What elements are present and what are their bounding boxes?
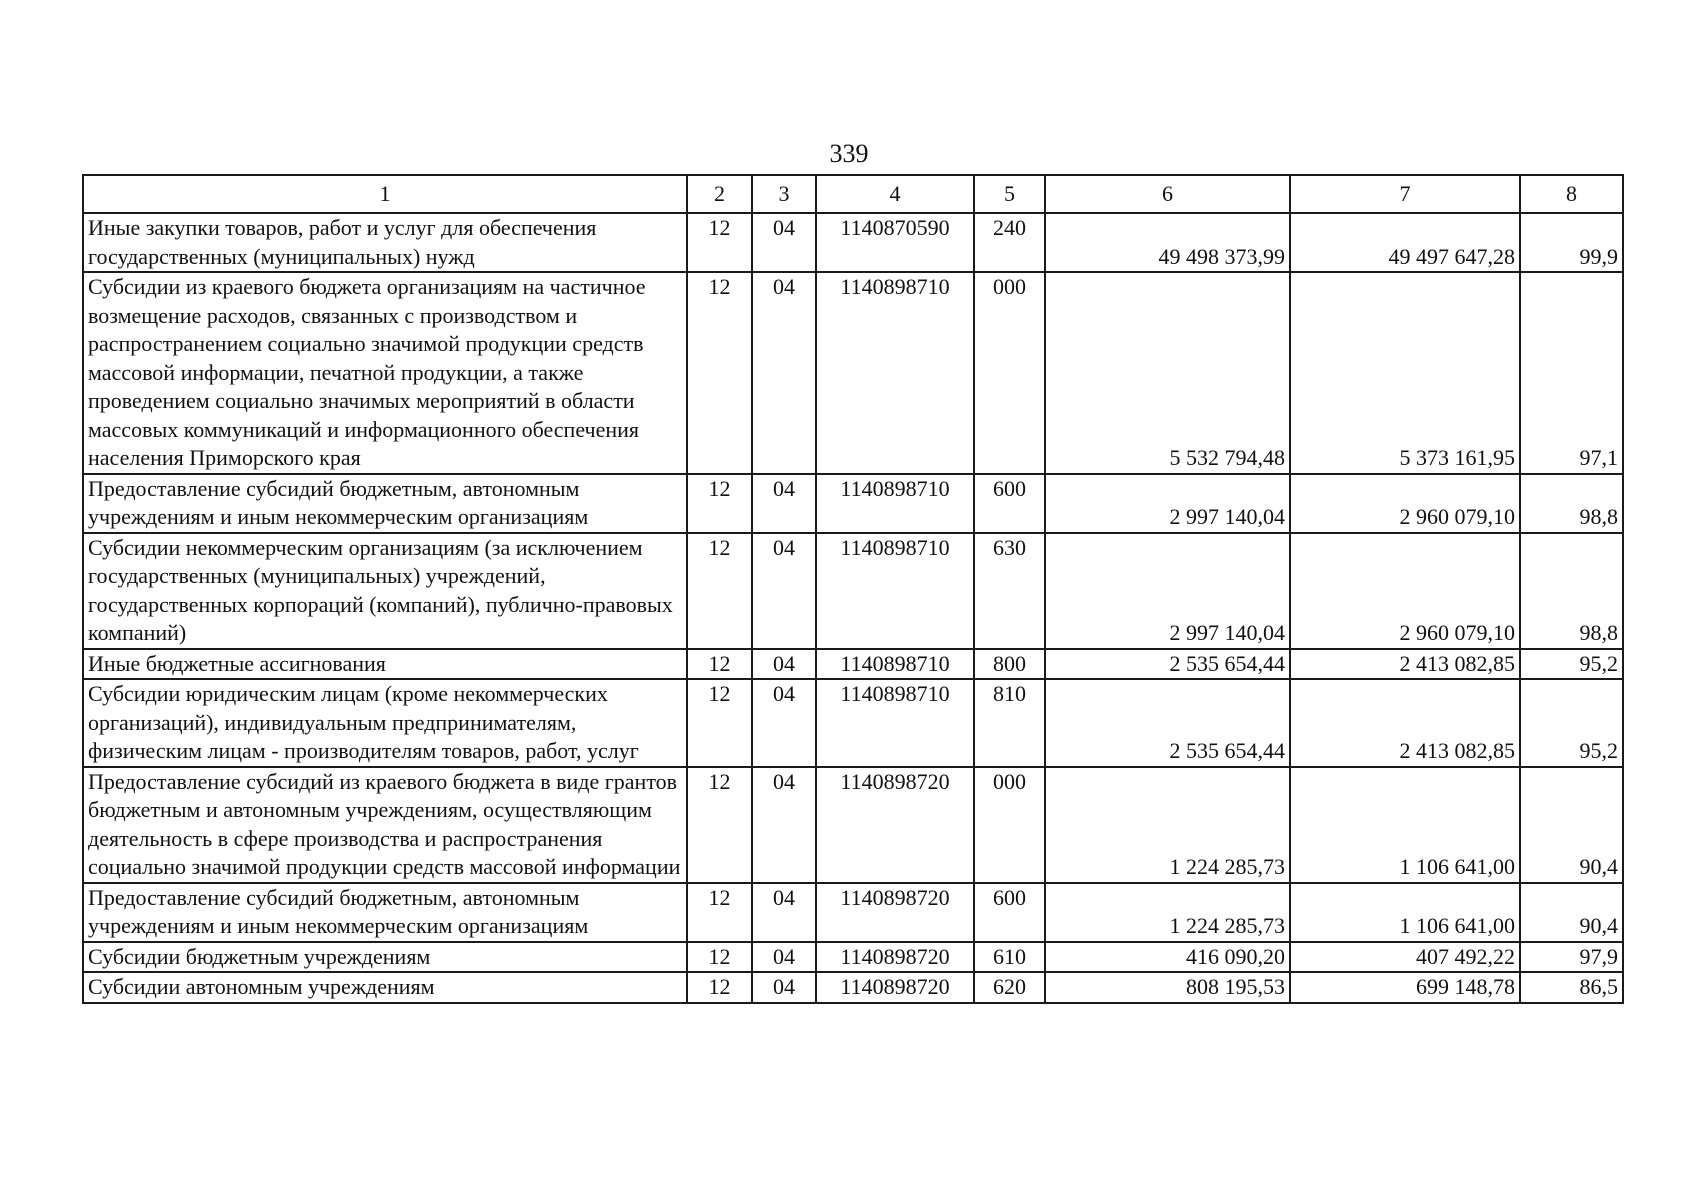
row-section: 12 [687, 533, 752, 649]
header-col-6: 6 [1045, 175, 1290, 213]
row-actual: 407 492,22 [1290, 942, 1520, 973]
row-actual: 5 373 161,95 [1290, 272, 1520, 474]
row-percent: 86,5 [1520, 972, 1623, 1003]
row-target: 1140898710 [816, 474, 974, 533]
header-row [83, 175, 1623, 213]
row-target: 1140898710 [816, 272, 974, 474]
row-name: Субсидии некоммерческим организациям (за исключением государственных (муниципальных) учреждений, государственных корпораций (компаний), публично-правовых компаний) [83, 533, 687, 649]
row-target: 1140898710 [816, 649, 974, 680]
budget-table [82, 174, 1624, 1004]
row-section: 12 [687, 942, 752, 973]
row-target: 1140870590 [816, 213, 974, 272]
table-row [83, 767, 1623, 883]
row-type: 630 [974, 533, 1045, 649]
row-target: 1140898720 [816, 942, 974, 973]
table-row [83, 533, 1623, 649]
header-col-3: 3 [752, 175, 816, 213]
row-percent: 95,2 [1520, 679, 1623, 767]
row-subsection: 04 [752, 942, 816, 973]
row-plan: 49 498 373,99 [1045, 213, 1290, 272]
row-subsection: 04 [752, 649, 816, 680]
row-section: 12 [687, 649, 752, 680]
table-header [83, 175, 1623, 213]
row-actual: 2 960 079,10 [1290, 474, 1520, 533]
row-plan: 808 195,53 [1045, 972, 1290, 1003]
row-percent: 90,4 [1520, 767, 1623, 883]
row-name: Субсидии бюджетным учреждениям [83, 942, 687, 973]
row-target: 1140898710 [816, 533, 974, 649]
row-plan: 5 532 794,48 [1045, 272, 1290, 474]
row-name: Предоставление субсидий бюджетным, автономным учреждениям и иным некоммерческим организациям [83, 883, 687, 942]
row-section: 12 [687, 474, 752, 533]
header-col-8: 8 [1520, 175, 1623, 213]
row-percent: 95,2 [1520, 649, 1623, 680]
row-plan: 2 535 654,44 [1045, 679, 1290, 767]
row-subsection: 04 [752, 883, 816, 942]
row-percent: 98,8 [1520, 474, 1623, 533]
row-percent: 97,9 [1520, 942, 1623, 973]
table-row [83, 213, 1623, 272]
row-percent: 90,4 [1520, 883, 1623, 942]
header-col-7: 7 [1290, 175, 1520, 213]
row-name: Иные закупки товаров, работ и услуг для обеспечения государственных (муниципальных) нужд [83, 213, 687, 272]
table-row [83, 883, 1623, 942]
header-col-5: 5 [974, 175, 1045, 213]
header-col-1: 1 [83, 175, 687, 213]
row-subsection: 04 [752, 679, 816, 767]
row-target: 1140898720 [816, 883, 974, 942]
row-type: 800 [974, 649, 1045, 680]
table-body [83, 213, 1623, 1003]
row-actual: 1 106 641,00 [1290, 767, 1520, 883]
row-actual: 2 960 079,10 [1290, 533, 1520, 649]
row-name: Иные бюджетные ассигнования [83, 649, 687, 680]
row-plan: 416 090,20 [1045, 942, 1290, 973]
row-section: 12 [687, 272, 752, 474]
row-name: Субсидии юридическим лицам (кроме некоммерческих организаций), индивидуальным предпринимателям, физическим лицам - производителям товаров, работ, услуг [83, 679, 687, 767]
row-type: 620 [974, 972, 1045, 1003]
row-actual: 699 148,78 [1290, 972, 1520, 1003]
row-type: 240 [974, 213, 1045, 272]
row-actual: 49 497 647,28 [1290, 213, 1520, 272]
row-section: 12 [687, 883, 752, 942]
row-subsection: 04 [752, 767, 816, 883]
row-subsection: 04 [752, 474, 816, 533]
row-subsection: 04 [752, 213, 816, 272]
row-name: Субсидии автономным учреждениям [83, 972, 687, 1003]
table-row [83, 972, 1623, 1003]
row-type: 000 [974, 767, 1045, 883]
row-section: 12 [687, 767, 752, 883]
row-name: Предоставление субсидий бюджетным, автономным учреждениям и иным некоммерческим организациям [83, 474, 687, 533]
table-row [83, 272, 1623, 474]
row-section: 12 [687, 972, 752, 1003]
row-plan: 1 224 285,73 [1045, 883, 1290, 942]
row-percent: 98,8 [1520, 533, 1623, 649]
row-type: 600 [974, 883, 1045, 942]
row-type: 610 [974, 942, 1045, 973]
row-section: 12 [687, 679, 752, 767]
row-name: Субсидии из краевого бюджета организациям на частичное возмещение расходов, связанных с производством и распространением социально значимой продукции средств массовой информации, печатной продукции, а также проведением социально значимых мероприятий в области массовых коммуникаций и информационного обеспечения населения Приморского края [83, 272, 687, 474]
row-percent: 99,9 [1520, 213, 1623, 272]
row-type: 600 [974, 474, 1045, 533]
row-target: 1140898720 [816, 767, 974, 883]
row-plan: 1 224 285,73 [1045, 767, 1290, 883]
row-percent: 97,1 [1520, 272, 1623, 474]
row-actual: 1 106 641,00 [1290, 883, 1520, 942]
table-row [83, 679, 1623, 767]
row-plan: 2 535 654,44 [1045, 649, 1290, 680]
row-type: 810 [974, 679, 1045, 767]
header-col-4: 4 [816, 175, 974, 213]
row-section: 12 [687, 213, 752, 272]
row-subsection: 04 [752, 272, 816, 474]
row-plan: 2 997 140,04 [1045, 474, 1290, 533]
table-row [83, 474, 1623, 533]
row-subsection: 04 [752, 533, 816, 649]
table-row [83, 942, 1623, 973]
row-type: 000 [974, 272, 1045, 474]
row-target: 1140898720 [816, 972, 974, 1003]
table-row [83, 649, 1623, 680]
row-plan: 2 997 140,04 [1045, 533, 1290, 649]
row-subsection: 04 [752, 972, 816, 1003]
page-number: 339 [829, 139, 869, 168]
row-actual: 2 413 082,85 [1290, 649, 1520, 680]
row-name: Предоставление субсидий из краевого бюджета в виде грантов бюджетным и автономным учреждениям, осуществляющим деятельность в сфере производства и распространения социально значимой продукции средств массовой информации [83, 767, 687, 883]
header-col-2: 2 [687, 175, 752, 213]
row-actual: 2 413 082,85 [1290, 679, 1520, 767]
row-target: 1140898710 [816, 679, 974, 767]
